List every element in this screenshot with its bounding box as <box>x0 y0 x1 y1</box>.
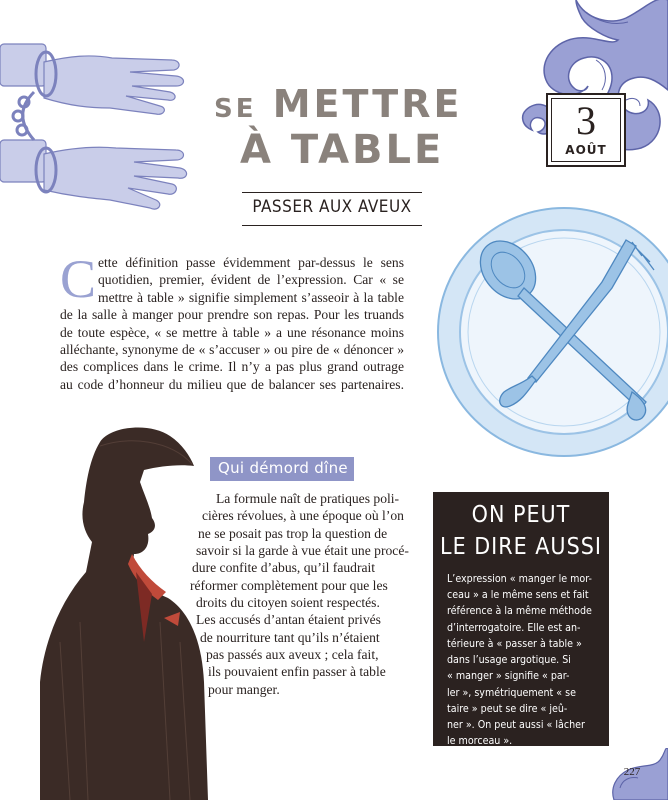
sidebox-line: ner ». On peut aussi « lâcher <box>447 719 585 731</box>
section-line: ne se posait pas trop la question de <box>198 526 388 541</box>
section-line: ils pouvaient enfin passer à table <box>208 664 386 679</box>
section-line: La formule naît de pratiques poli- <box>216 491 400 506</box>
section-line: Les accusés d’antan étaient privés <box>196 612 381 627</box>
sidebox-line: « manger » signifie « par- <box>447 670 570 682</box>
sidebox-title-line-2: LE DIRE AUSSI <box>440 534 602 560</box>
sidebox-line: L’expression « manger le mor- <box>447 573 592 585</box>
date-month: AOÛT <box>565 143 607 157</box>
page-title-word: METTRE <box>272 82 463 126</box>
subtitle-rule-top <box>242 192 422 193</box>
page-title-line-1 <box>214 82 462 131</box>
page-number: 227 <box>623 766 641 778</box>
sidebox-line: térieure à « passer à table » <box>447 638 582 650</box>
intro-line: ette définition passe évidemment par-dessus le sens <box>98 255 404 270</box>
date-box <box>546 93 626 167</box>
section-line: de nourriture tant qu’ils n’étaient <box>200 630 380 645</box>
sidebox-line: d’interrogatoire. Elle est an- <box>447 622 581 634</box>
intro-line: au code d’honneur du milieu que de balancer ses partenaires. <box>60 377 404 392</box>
sidebox-line: ceau » a le même sens et fait <box>447 589 589 601</box>
section-line: pas passés aux aveux ; cela fait, <box>206 647 379 662</box>
page-title-prefix: SE <box>214 94 257 124</box>
plate-spoon-fork-icon <box>436 204 668 462</box>
sidebox-title-line-1: ON PEUT <box>471 502 571 528</box>
sidebox-line: référence à la même méthode <box>447 605 592 617</box>
section-line: droits du citoyen soient respectés. <box>196 595 380 610</box>
section-line: réformer complètement pour que les <box>190 578 388 593</box>
section-line: dure confite d’abus, qu’il faudrait <box>192 560 376 575</box>
intro-line: quotidien, premier, évident de l’expression. Car « se <box>98 272 404 287</box>
section-line: savoir si la garde à vue était une procé- <box>196 543 409 558</box>
intro-line: mettre à table » signifie simplement s’asseoir à la table <box>98 290 404 305</box>
handcuffed-hands-icon <box>0 36 200 216</box>
intro-line: alléchante, synonyme de « s’accuser » ou pire de « dénoncer » <box>60 342 404 357</box>
subtitle: PASSER AUX AVEUX <box>252 197 412 217</box>
date-day: 3 <box>576 98 596 143</box>
intro-line: de la salle à manger pour prendre son repas. Pour les truands <box>60 307 404 322</box>
sidebox-line: ler », symétriquement « se <box>447 687 576 699</box>
intro-line: des complices dans le crime. Il n’y a pas plus grand outrage <box>60 359 404 374</box>
section-heading: Qui démord dîne <box>218 459 348 477</box>
section-line: pour manger. <box>208 682 280 697</box>
intro-line: de toute espèce, « se mettre à table » a une résonance moins <box>60 325 404 340</box>
sidebox-line: le morceau ». <box>447 735 513 747</box>
subtitle-rule-bottom <box>242 225 422 226</box>
section-line: cières révolues, à une époque où l’on <box>202 508 404 523</box>
man-in-cap-silhouette-icon <box>40 422 208 800</box>
drop-cap: C <box>60 249 97 309</box>
sidebox-line: taire » peut se dire « jeû- <box>447 703 568 715</box>
page-title-line-2: À TABLE <box>240 127 445 173</box>
sidebox-line: dans l’usage argotique. Si <box>447 654 571 666</box>
